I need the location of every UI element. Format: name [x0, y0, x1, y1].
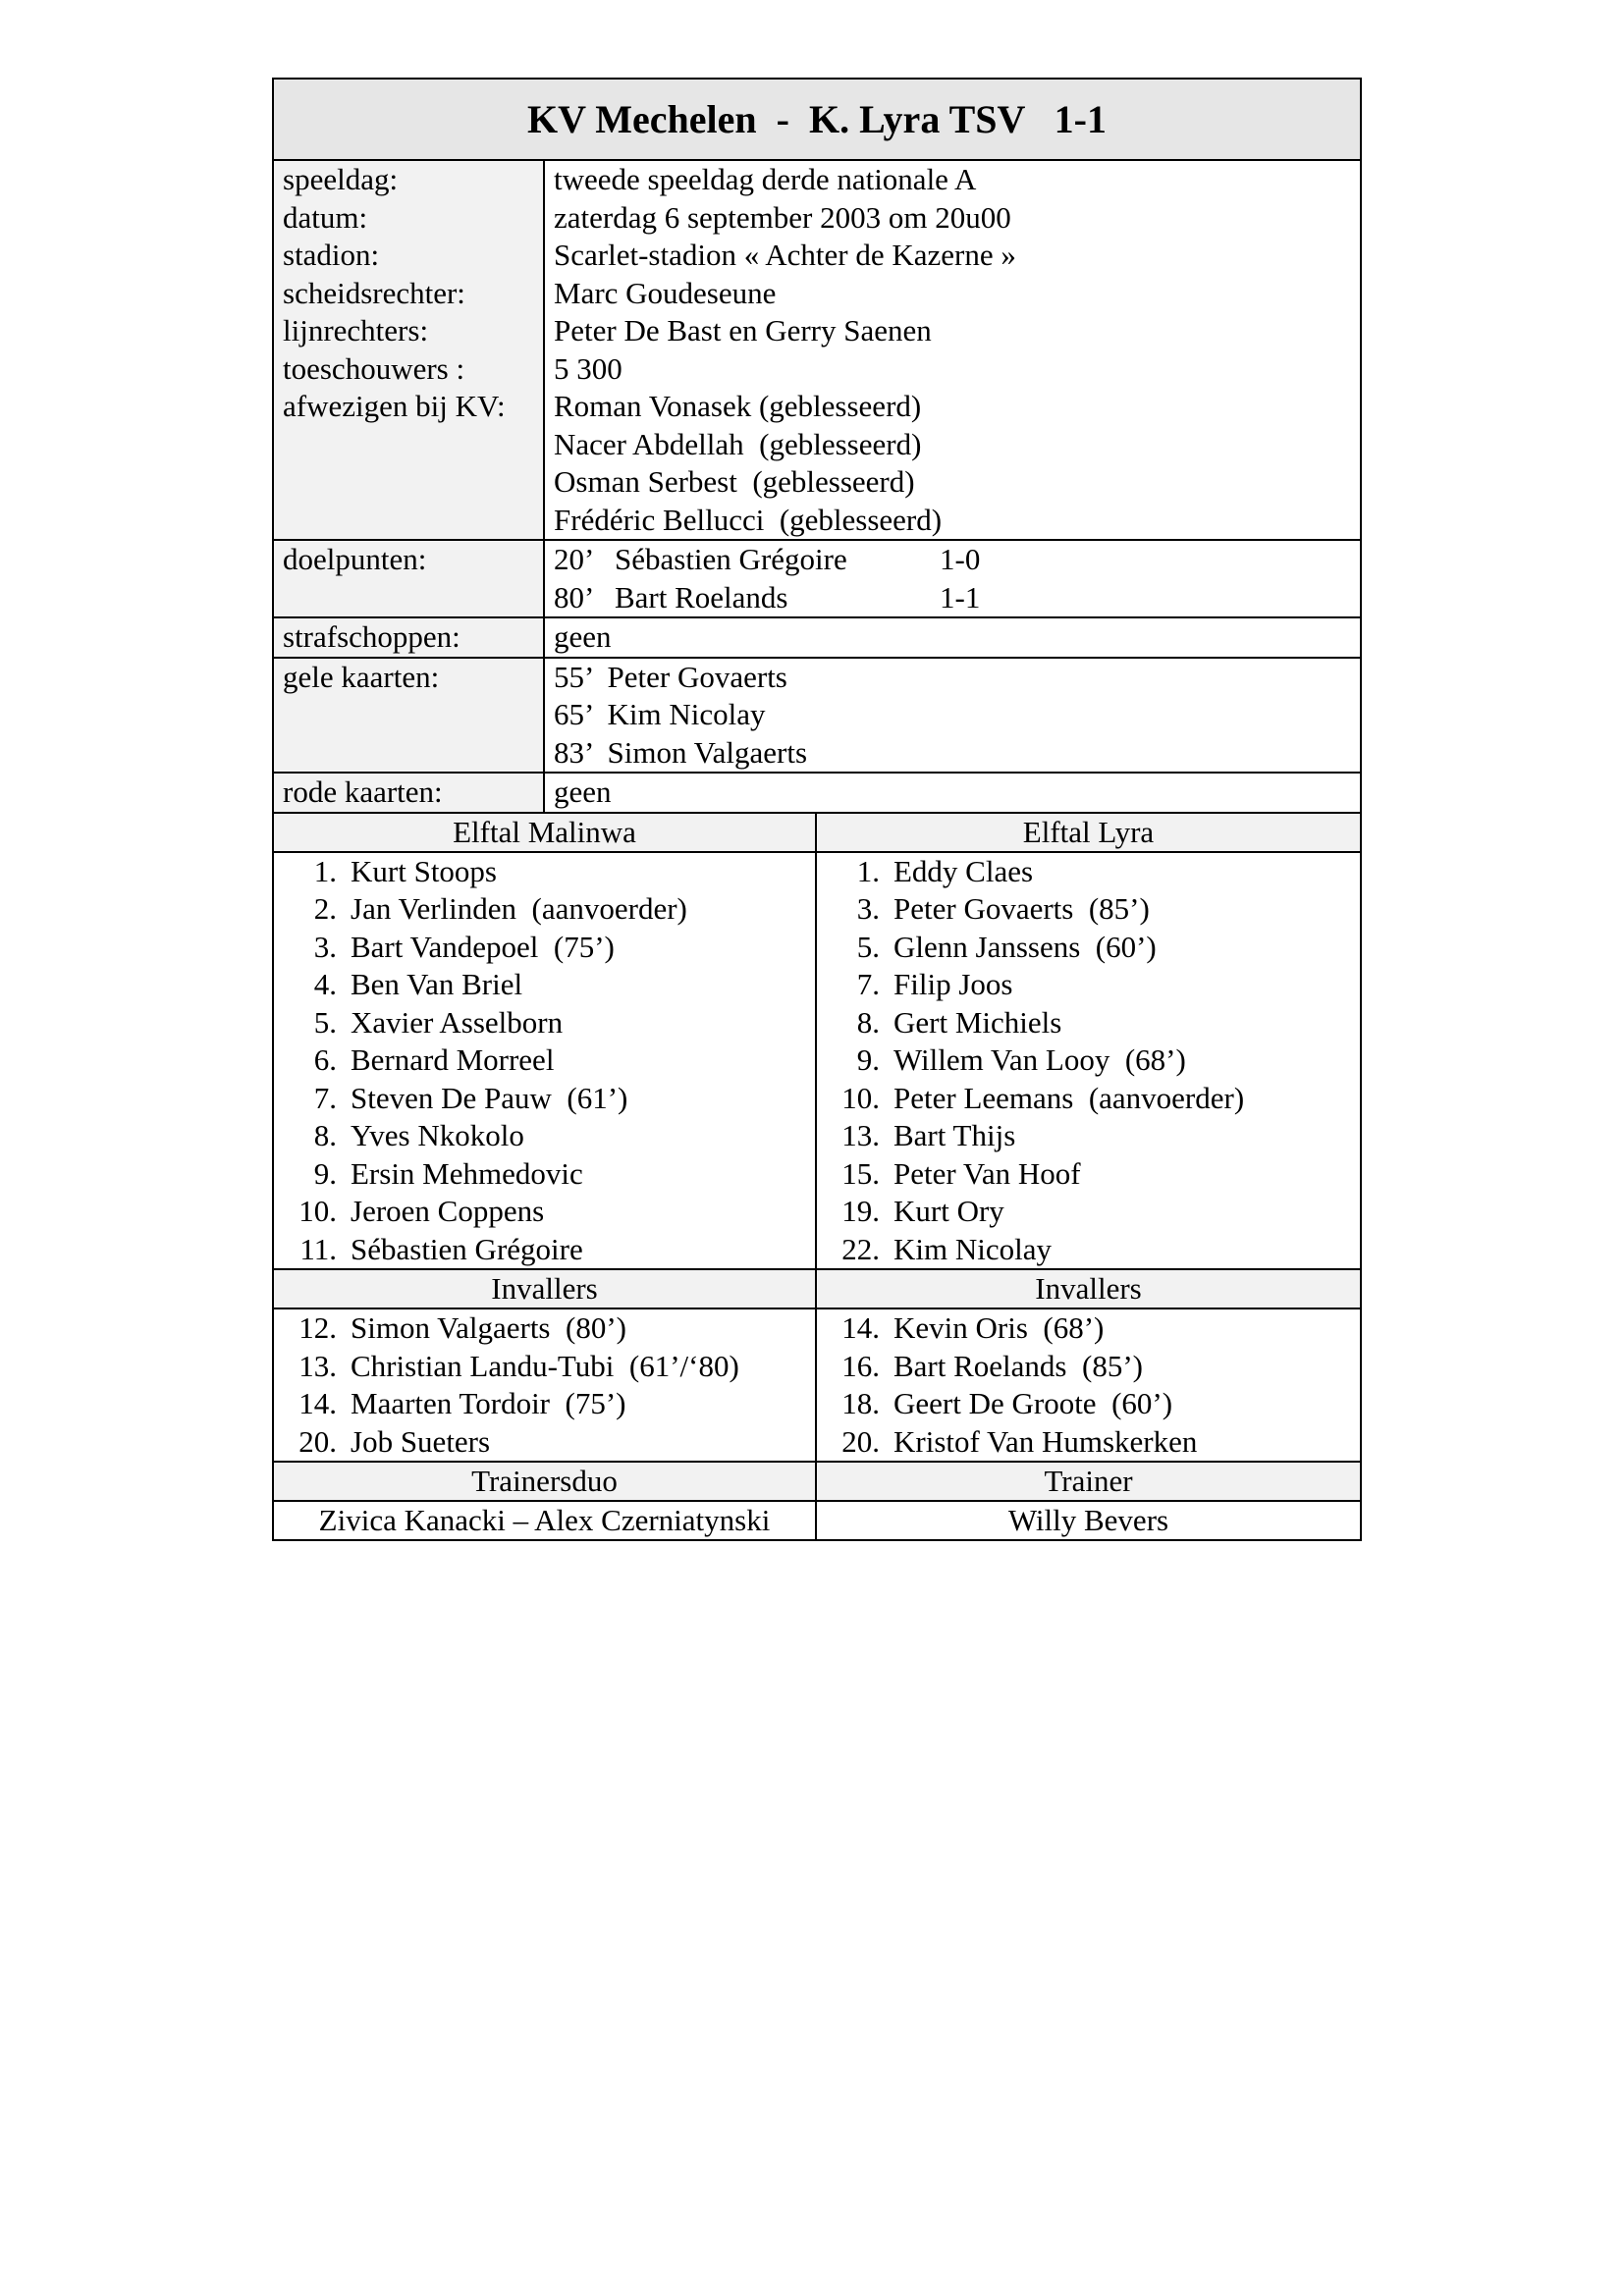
value-speeldag: tweede speeldag derde nationale A	[554, 162, 977, 196]
player-row	[288, 966, 815, 1004]
player-number: 18.	[841, 1386, 880, 1420]
player-name: Peter Leemans (aanvoerder)	[893, 1080, 1245, 1115]
absent-player: Frédéric Bellucci (geblesseerd)	[554, 502, 943, 537]
player-row	[831, 1231, 1360, 1269]
label-strafschoppen: strafschoppen:	[283, 619, 460, 654]
label-lijnrechters: lijnrechters:	[283, 313, 429, 347]
goal-score: 1-0	[940, 542, 981, 576]
player-number: 13.	[841, 1118, 880, 1152]
player-number: 16.	[841, 1348, 880, 1383]
absent-player: Roman Vonasek (geblesseerd)	[554, 389, 922, 423]
player-row	[831, 1309, 1360, 1348]
value-lijnrechters: Peter De Bast en Gerry Saenen	[554, 313, 932, 347]
header-elftal-lyra: Elftal Lyra	[817, 814, 1360, 853]
player-name: Peter Govaerts (85’)	[893, 891, 1150, 926]
player-number: 10.	[841, 1080, 880, 1115]
player-name: Filip Joos	[893, 967, 1013, 1001]
player-number: 4.	[313, 967, 337, 1001]
header-invallers-lyra: Invallers	[817, 1270, 1360, 1309]
label-scheidsrechter: scheidsrechter:	[283, 275, 465, 310]
player-row	[288, 1193, 815, 1231]
player-name: Xavier Asselborn	[351, 1004, 564, 1040]
player-number: 14.	[841, 1310, 880, 1345]
goal-scorer: Sébastien Grégoire	[615, 542, 847, 576]
goals-label-cell	[274, 541, 545, 618]
player-number: 7.	[313, 1080, 337, 1115]
value-toeschouwers: 5 300	[554, 350, 622, 386]
player-row	[288, 929, 815, 967]
player-name: Eddy Claes	[893, 853, 1034, 888]
player-row	[831, 1348, 1360, 1386]
goal-score: 1-1	[940, 579, 981, 614]
value-scheidsrechter: Marc Goudeseune	[554, 275, 777, 310]
player-name: Bart Vandepoel (75’)	[351, 929, 615, 964]
goal-minute: 20’	[554, 542, 595, 576]
player-row	[831, 1004, 1360, 1042]
player-number: 1.	[856, 853, 880, 888]
yellow-card: 55’ Peter Govaerts	[554, 659, 787, 694]
yellow-card: 83’ Simon Valgaerts	[554, 734, 808, 770]
match-report	[272, 78, 1362, 1541]
red-label-cell	[274, 774, 545, 814]
player-name: Geert De Groote (60’)	[893, 1386, 1173, 1420]
lineup-lyra	[817, 814, 1360, 1540]
value-rode-kaarten: geen	[554, 774, 612, 809]
value-stadion: Scarlet-stadion « Achter de Kazerne »	[554, 238, 1016, 272]
player-number: 20.	[841, 1423, 880, 1459]
goals-values	[545, 541, 1360, 618]
coach-malinwa: Zivica Kanacki – Alex Czerniatynski	[318, 1503, 771, 1537]
player-number: 5.	[313, 1004, 337, 1040]
player-list-malinwa	[274, 853, 815, 1271]
player-name: Willem Van Looy (68’)	[893, 1042, 1186, 1077]
player-name: Kurt Ory	[893, 1194, 1004, 1228]
player-name: Peter Van Hoof	[893, 1155, 1081, 1191]
player-number: 8.	[313, 1118, 337, 1152]
goal-row	[554, 579, 1360, 617]
player-row	[288, 1231, 815, 1269]
label-rode-kaarten: rode kaarten:	[283, 774, 443, 809]
label-stadion: stadion:	[283, 238, 380, 272]
player-number: 9.	[313, 1155, 337, 1191]
player-name: Kevin Oris (68’)	[893, 1310, 1105, 1345]
player-name: Ben Van Briel	[351, 967, 523, 1001]
lineups	[274, 814, 1360, 1540]
player-number: 3.	[856, 891, 880, 926]
player-row	[831, 1041, 1360, 1080]
player-name: Ersin Mehmedovic	[351, 1155, 583, 1191]
player-row	[288, 1348, 815, 1386]
absent-player: Nacer Abdellah (geblesseerd)	[554, 426, 922, 461]
player-name: Bernard Morreel	[351, 1042, 555, 1077]
subs-list-malinwa	[274, 1309, 815, 1463]
player-row	[288, 1385, 815, 1423]
player-row	[288, 853, 815, 891]
player-row	[288, 890, 815, 929]
value-strafschoppen: geen	[554, 619, 612, 654]
player-row	[288, 1423, 815, 1462]
info-values	[545, 161, 1360, 541]
player-name: Jan Verlinden (aanvoerder)	[351, 891, 687, 926]
player-name: Maarten Tordoir (75’)	[351, 1386, 626, 1420]
player-name: Jeroen Coppens	[351, 1194, 545, 1228]
player-number: 2.	[313, 891, 337, 926]
info-labels	[274, 161, 545, 541]
player-number: 14.	[298, 1386, 337, 1420]
player-number: 6.	[313, 1042, 337, 1077]
player-number: 8.	[856, 1004, 880, 1040]
player-name: Glenn Janssens (60’)	[893, 929, 1157, 964]
player-name: Steven De Pauw (61’)	[351, 1080, 628, 1115]
player-name: Bart Roelands (85’)	[893, 1348, 1143, 1383]
player-row	[831, 1423, 1360, 1462]
player-name: Christian Landu-Tubi (61’/‘80)	[351, 1348, 739, 1383]
player-row	[831, 1385, 1360, 1423]
label-datum: datum:	[283, 199, 368, 235]
player-row	[831, 890, 1360, 929]
player-row	[288, 1117, 815, 1155]
label-speeldag: speeldag:	[283, 162, 399, 196]
player-number: 9.	[856, 1042, 880, 1077]
player-number: 5.	[856, 929, 880, 964]
coach-lyra: Willy Bevers	[1007, 1503, 1169, 1537]
player-name: Sébastien Grégoire	[351, 1231, 583, 1266]
match-title: KV Mechelen - K. Lyra TSV 1-1	[274, 80, 1360, 161]
player-row	[831, 1117, 1360, 1155]
goal-scorer: Bart Roelands	[615, 579, 788, 614]
label-doelpunten: doelpunten:	[283, 542, 427, 576]
header-trainersduo: Trainersduo	[274, 1463, 815, 1502]
player-number: 13.	[298, 1348, 337, 1383]
player-number: 10.	[298, 1194, 337, 1228]
player-name: Kristof Van Humskerken	[893, 1423, 1198, 1459]
player-row	[288, 1004, 815, 1042]
header-trainer: Trainer	[817, 1463, 1360, 1502]
value-datum: zaterdag 6 september 2003 om 20u00	[554, 199, 1011, 235]
player-row	[288, 1155, 815, 1194]
player-number: 3.	[313, 929, 337, 964]
player-row	[288, 1080, 815, 1118]
goal-row	[554, 541, 1360, 579]
player-row	[288, 1309, 815, 1348]
player-name: Yves Nkokolo	[351, 1118, 524, 1152]
player-number: 19.	[841, 1194, 880, 1228]
player-number: 20.	[298, 1423, 337, 1459]
header-elftal-malinwa: Elftal Malinwa	[274, 814, 815, 853]
player-name: Job Sueters	[351, 1423, 491, 1459]
player-name: Bart Thijs	[893, 1118, 1016, 1152]
label-gele-kaarten: gele kaarten:	[283, 659, 440, 694]
penalties-label-cell	[274, 618, 545, 659]
match-info	[274, 161, 1360, 814]
penalties-value-cell	[545, 618, 1360, 659]
player-row	[831, 1155, 1360, 1194]
label-afwezigen: afwezigen bij KV:	[283, 389, 506, 423]
yellow-label-cell	[274, 659, 545, 774]
subs-list-lyra	[817, 1309, 1360, 1463]
player-row	[288, 1041, 815, 1080]
yellow-values	[545, 659, 1360, 774]
player-number: 7.	[856, 967, 880, 1001]
player-number: 11.	[299, 1231, 337, 1266]
player-row	[831, 1080, 1360, 1118]
lineup-malinwa	[274, 814, 817, 1540]
yellow-card: 65’ Kim Nicolay	[554, 697, 766, 731]
player-row	[831, 853, 1360, 891]
player-name: Gert Michiels	[893, 1004, 1062, 1040]
player-number: 22.	[841, 1231, 880, 1266]
header-invallers-malinwa: Invallers	[274, 1270, 815, 1309]
label-toeschouwers: toeschouwers :	[283, 350, 465, 386]
absent-player: Osman Serbest (geblesseerd)	[554, 464, 915, 499]
player-row	[831, 1193, 1360, 1231]
player-number: 15.	[841, 1155, 880, 1191]
goal-minute: 80’	[554, 579, 595, 614]
red-value-cell	[545, 774, 1360, 814]
player-number: 12.	[298, 1310, 337, 1345]
player-name: Kim Nicolay	[893, 1231, 1052, 1266]
player-number: 1.	[313, 853, 337, 888]
player-list-lyra	[817, 853, 1360, 1271]
player-row	[831, 929, 1360, 967]
player-name: Kurt Stoops	[351, 853, 497, 888]
player-name: Simon Valgaerts (80’)	[351, 1310, 626, 1345]
player-row	[831, 966, 1360, 1004]
